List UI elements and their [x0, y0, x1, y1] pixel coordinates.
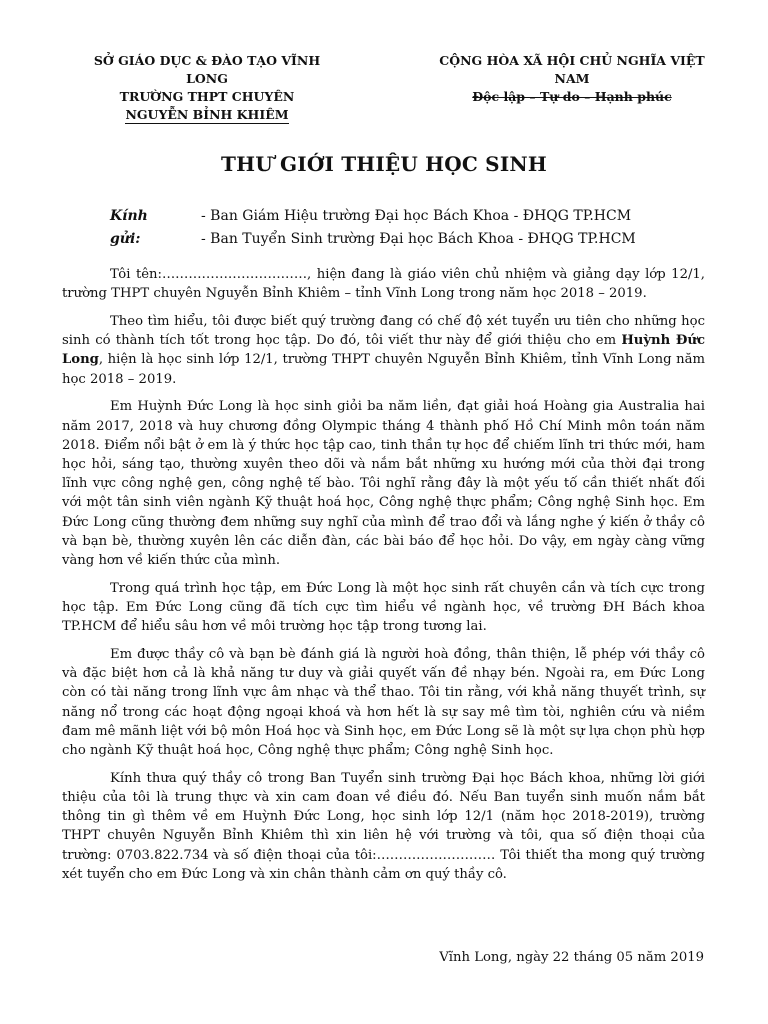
paragraph-teacher-intro: Tôi tên:……………………………, hiện đang là giáo viên chủ nhiệm và giảng dạy lớp 12/1, trường THPT chuyên Nguyễn Bỉnh Khiêm – tỉnh Vĩnh Long trong năm học 2018 – 2019.	[62, 267, 705, 302]
header-left	[78, 52, 336, 124]
paragraph-study-attitude: Trong quá trình học tập, em Đức Long là một học sinh rất chuyên cần và tích cực trong học tập. Em Đức Long cũng đã tích cực tìm hiểu về ngành học, về trường ĐH Bách khoa TP.HCM để hiểu sâu hơn về môi trường học tập trong tương lai.	[62, 580, 705, 635]
department-name-cont: LONG	[186, 71, 228, 86]
header-right	[432, 52, 712, 106]
signature-date: Vĩnh Long, ngày 22 tháng 05 năm 2019	[439, 950, 704, 965]
student-name: Huỳnh Đức Long	[62, 333, 706, 368]
school-name-underlined: NGUYỄN BỈNH KHIÊM	[125, 107, 289, 122]
recipients-list	[201, 205, 636, 251]
paragraph-achievements: Em Huỳnh Đức Long là học sinh giỏi ba năm liền, đạt giải hoá Hoàng gia Australia hai năm 2017, 2018 và huy chương đồng Olympic tháng 4 thành phố Hồ Chí Minh môn toán năm 2018. Điểm nổi bật ở em là ý thức học tập cao, tinh thần tự học để chiếm lĩnh tri thức mới, ham học hỏi, sáng tạo, thường xuyên theo dõi và nắm bắt những xu hướng mới của thời đại trong lĩnh vực công nghệ gen, công nghệ tế bào. Tôi nghĩ rằng đây là một yếu tố cần thiết nhất đối với một tân sinh viên ngành Kỹ thuật hoá học, Công nghệ thực phẩm; Công nghệ Sinh học. Em Đức Long cũng thường đem những suy nghĩ của mình để trao đổi và lắng nghe ý kiến ở thầy cô và bạn bè, thường xuyên lên các diễn đàn, các bài báo để học hỏi. Do vậy, em ngày càng vững vàng hơn về kiến thức của mình.	[62, 399, 705, 569]
national-motto-text: Độc lập – Tự do – Hạnh phúc	[472, 89, 672, 104]
recipient-item: - Ban Giám Hiệu trường Đại học Bách Khoa - ĐHQG TP.HCM	[201, 208, 632, 224]
school-name-cont	[78, 106, 336, 124]
national-motto	[432, 88, 712, 106]
department-name: SỞ GIÁO DỤC & ĐÀO TẠO VĨNH	[93, 53, 321, 68]
paragraph-purpose-text: Theo tìm hiểu, tôi được biết quý trường đang có chế độ xét tuyển ưu tiên cho những học sinh có thành tích tốt trong học tập. Do đó, tôi viết thư này để giới thiệu cho em	[62, 314, 705, 349]
recipient-item: - Ban Tuyển Sinh trường Đại học Bách Khoa - ĐHQG TP.HCM	[201, 231, 636, 247]
paragraph-personality: Em được thầy cô và bạn bè đánh giá là người hoà đồng, thân thiện, lễ phép với thầy cô và đặc biệt hơn cả là khả năng tư duy và giải quyết vấn đề nhạy bén. Ngoài ra, em Đức Long còn có tài năng trong lĩnh vực âm nhạc và thể thao. Tôi tin rằng, với khả năng thuyết trình, sự năng nổ trong các hoạt động ngoại khoá và hơn hết là sự say mê tìm tòi, nghiên cứu và niềm đam mê mãnh liệt với bộ môn Hoá học và Sinh học, em Đức Long sẽ là một sự lựa chọn phù hợp cho ngành Kỹ thuật hoá học, Công nghệ thực phẩm; Công nghệ Sinh học.	[62, 647, 705, 759]
paragraph-purpose	[62, 312, 705, 389]
letter-body	[62, 265, 705, 893]
school-name: TRƯỜNG THPT CHUYÊN	[119, 89, 295, 104]
letter-title: THƯ GIỚI THIỆU HỌC SINH	[221, 152, 547, 176]
paragraph-purpose-text-end: , hiện là học sinh lớp 12/1, trường THPT chuyên Nguyễn Bỉnh Khiêm, tỉnh Vĩnh Long năm học 2018 – 2019.	[62, 352, 705, 387]
recipients-label: Kính gửi:	[110, 208, 148, 247]
country-name: CỘNG HÒA XÃ HỘI CHỦ NGHĨA VIỆT	[439, 53, 705, 68]
paragraph-closing: Kính thưa quý thầy cô trong Ban Tuyển sinh trường Đại học Bách khoa, những lời giới thiệu của tôi là trung thực và xin cam đoan về điều đó. Nếu Ban tuyển sinh muốn nắm bắt thông tin gì thêm về em Huỳnh Đức Long, học sinh lớp 12/1 (năm học 2018-2019), trường THPT chuyên Nguyễn Bỉnh Khiêm thì xin liên hệ với trường và tôi, qua số điện thoại của trường: 0703.822.734 và số điện thoại của tôi:……………………… Tôi thiết tha mong quý trường xét tuyển cho em Đức Long và xin chân thành cảm ơn quý thầy cô.	[62, 770, 705, 882]
country-name-cont: NAM	[554, 71, 590, 86]
